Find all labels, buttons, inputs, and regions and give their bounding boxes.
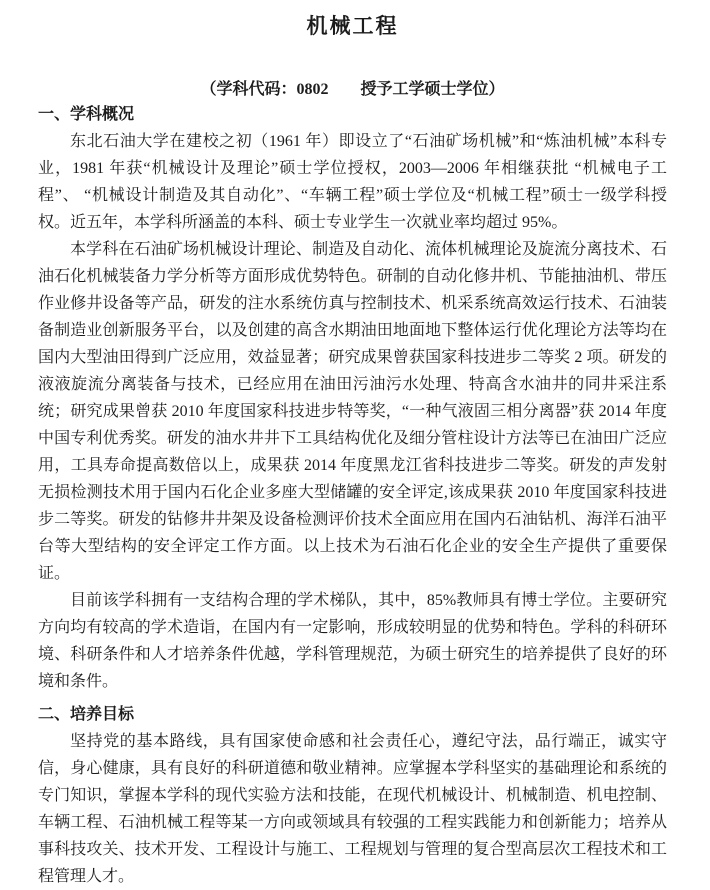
paragraph-faculty: 目前该学科拥有一支结构合理的学术梯队，其中，85%教师具有博士学位。主要研究方向均有较高的学术造诣，在国内有一定影响，形成较明显的优势和特色。学科的科研环境、科研条件和人才培养条件优越，学科管理规范，为硕士研究生的培养提供了良好的环境和条件。	[38, 592, 667, 690]
paragraph-history: 东北石油大学在建校之初（1961 年）即设立了“石油矿场机械”和“炼油机械”本科专业，1981 年获“机械设计及理论”硕士学位授权，2003—2006 年相继获批 “机械电子工程”、 “机械设计制造及其自动化”、“车辆工程”硕士学位及“机械工程”硕士一级学科授权。近五年，本学科所涵盖的本科、硕士专业学生一次就业率均超过 95%。	[38, 133, 667, 231]
section-heading-training-goals: 二、培养目标	[38, 706, 135, 723]
subject-code-line: （学科代码：0802 授予工学硕士学位）	[200, 81, 505, 98]
section-overview	[38, 102, 667, 695]
paragraph-achievements: 本学科在石油矿场机械设计理论、制造及自动化、流体机械理论及旋流分离技术、石油石化机械装备力学分析等方面形成优势特色。研制的自动化修井机、节能抽油机、带压作业修井设备等产品，研发的注水系统仿真与控制技术、机采系统高效运行技术、石油装备制造业创新服务平台，以及创建的高含水期油田地面地下整体运行优化理论方法等均在国内大型油田得到广泛应用，效益显著；研究成果曾获国家科技进步二等奖 2 项。研发的液液旋流分离装备与技术，已经应用在油田污油污水处理、特高含水油井的同井采注系统；研究成果曾获 2010 年度国家科技进步特等奖，“一种气液固三相分离器”获 2014 年度中国专利优秀奖。研发的油水井井下工具结构优化及细分管柱设计方法等已在油田广泛应用，工具寿命提高数倍以上，成果获 2014 年度黑龙江省科技进步二等奖。研发的声发射无损检测技术用于国内石化企业多座大型储罐的安全评定,该成果获 2010 年度国家科技进步二等奖。研发的钻修井井架及设备检测评价技术全面应用在国内石油钻机、海洋石油平台等大型结构的安全评定工作方面。以上技术为石油石化企业的安全生产提供了重要保证。	[38, 241, 667, 582]
section-training-goals	[38, 701, 667, 890]
page-title: 机械工程	[306, 14, 399, 38]
section-heading-overview: 一、学科概况	[38, 106, 135, 123]
paragraph-training-goals: 坚持党的基本路线，具有国家使命感和社会责任心，遵纪守法，品行端正，诚实守信，身心健康，具有良好的科研道德和敬业精神。应掌握本学科坚实的基础理论和系统的专门知识，掌握本学科的现代实验方法和技能，在现代机械设计、机械制造、机电控制、车辆工程、石油机械工程等某一方向或领域具有较强的工程实践能力和创新能力；培养从事科技攻关、技术开发、工程设计与施工、工程规划与管理的复合型高层次工程技术和工程管理人才。	[38, 733, 667, 885]
